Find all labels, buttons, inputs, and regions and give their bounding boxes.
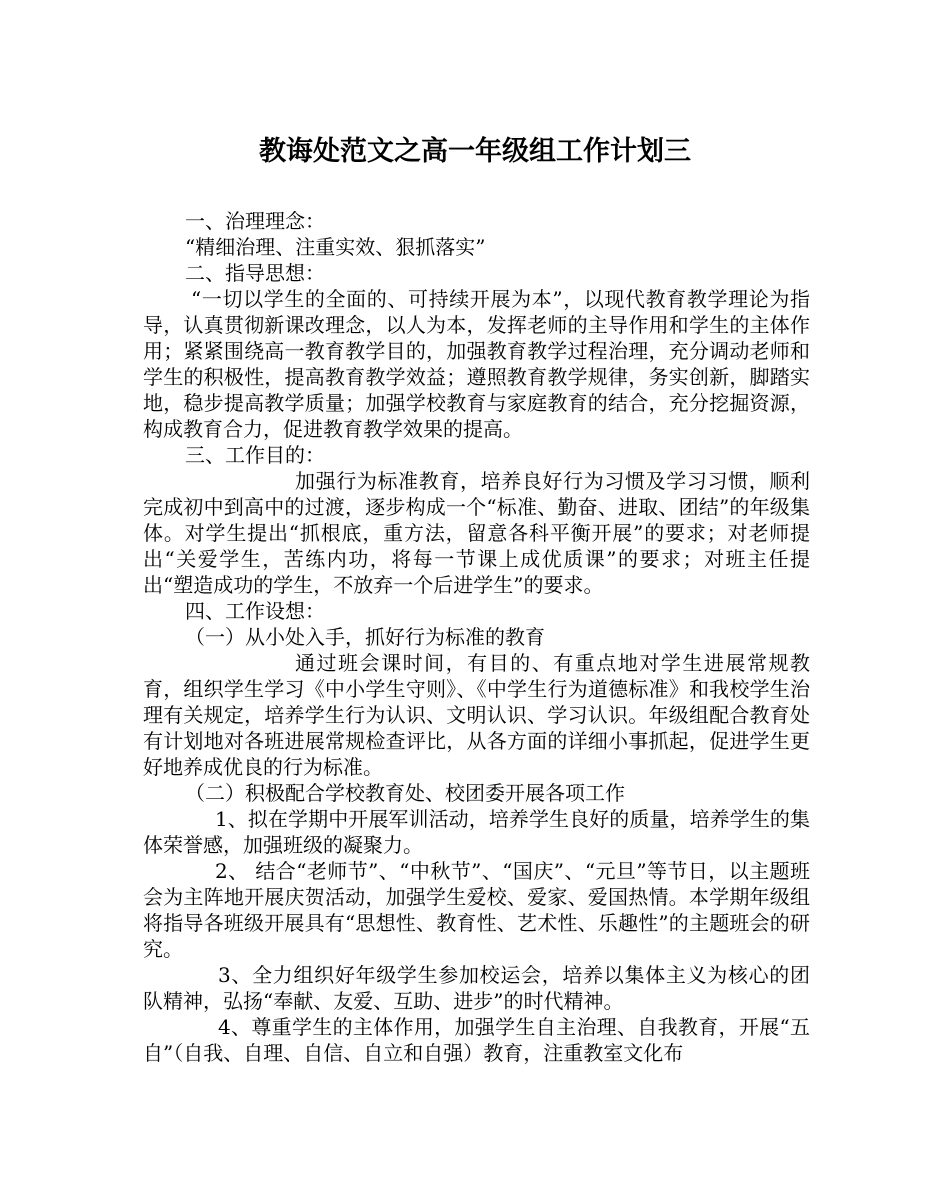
list-item-3: 3、全力组织好年级学生参加校运会，培养以集体主义为核心的团队精神，弘扬“奉献、友爱、互助、进步”的时代精神。 — [143, 963, 810, 1013]
subsection-heading-2: （二）积极配合学校教育处、校团委开展各项工作 — [185, 781, 625, 805]
section-heading-1: 一、治理理念： — [185, 209, 325, 233]
subsection-heading-1: （一）从小处入手，抓好行为标准的教育 — [185, 625, 545, 649]
work-goal-paragraph: 加强行为标准教育，培养良好行为习惯及学习习惯，顺利完成初中到高中的过渡，逐步构成一个“标准、勤奋、进取、团结”的年级集体。对学生提出“抓根底，重方法，留意各科平衡开展”的要求；对老师提出“关爱学生，苦练内功，将每一节课上成优质课”的要求；对班主任提出“塑造成功的学生，不放弃一个后进学生”的要求。 — [143, 469, 810, 597]
document-title: 教诲处范文之高一年级组工作计划三 — [259, 136, 691, 167]
list-item-1: 1、拟在学期中开展军训活动，培养学生良好的质量，培养学生的集体荣誉感，加强班级的凝聚力。 — [143, 807, 810, 857]
list-item-4: 4、尊重学生的主体作用，加强学生自主治理、自我教育，开展“五自”（自我、自理、自信、自立和自强）教育，注重教室文化布 — [143, 1015, 810, 1065]
guiding-ideology-paragraph: “一切以学生的全面的、可持续开展为本”，以现代教育教学理论为指导，认真贯彻新课改理念，以人为本，发挥老师的主导作用和学生的主体作用；紧紧围绕高一教育教学目的，加强教育教学过程治理，充分调动老师和学生的积极性，提高教育教学效益；遵照教育教学规律，务实创新，脚踏实地，稳步提高教学质量；加强学校教育与家庭教育的结合，充分挖掘资源，构成教育合力，促进教育教学效果的提高。 — [143, 287, 810, 441]
section-heading-3: 三、工作目的： — [185, 443, 325, 467]
section-heading-4: 四、工作设想： — [185, 599, 325, 623]
document-body — [143, 208, 810, 1066]
management-motto: “精细治理、注重实效、狠抓落实” — [185, 235, 486, 259]
section-heading-2: 二、指导思想： — [185, 261, 325, 285]
behavior-education-paragraph: 通过班会课时间，有目的、有重点地对学生进展常规教育，组织学生学习《中小学生守则》、《中学生行为道德标准》和我校学生治理有关规定，培养学生行为认识、文明认识、学习认识。年级组配合教育处有计划地对各班进展常规检查评比，从各方面的详细小事抓起，促进学生更好地养成优良的行为标准。 — [143, 651, 810, 779]
list-item-2: 2、 结合“老师节”、“中秋节”、“国庆”、“元旦”等节日，以主题班会为主阵地开展庆贺活动，加强学生爱校、爱家、爱国热情。本学期年级组将指导各班级开展具有“思想性、教育性、艺术性、乐趣性”的主题班会的研究。 — [143, 859, 810, 961]
